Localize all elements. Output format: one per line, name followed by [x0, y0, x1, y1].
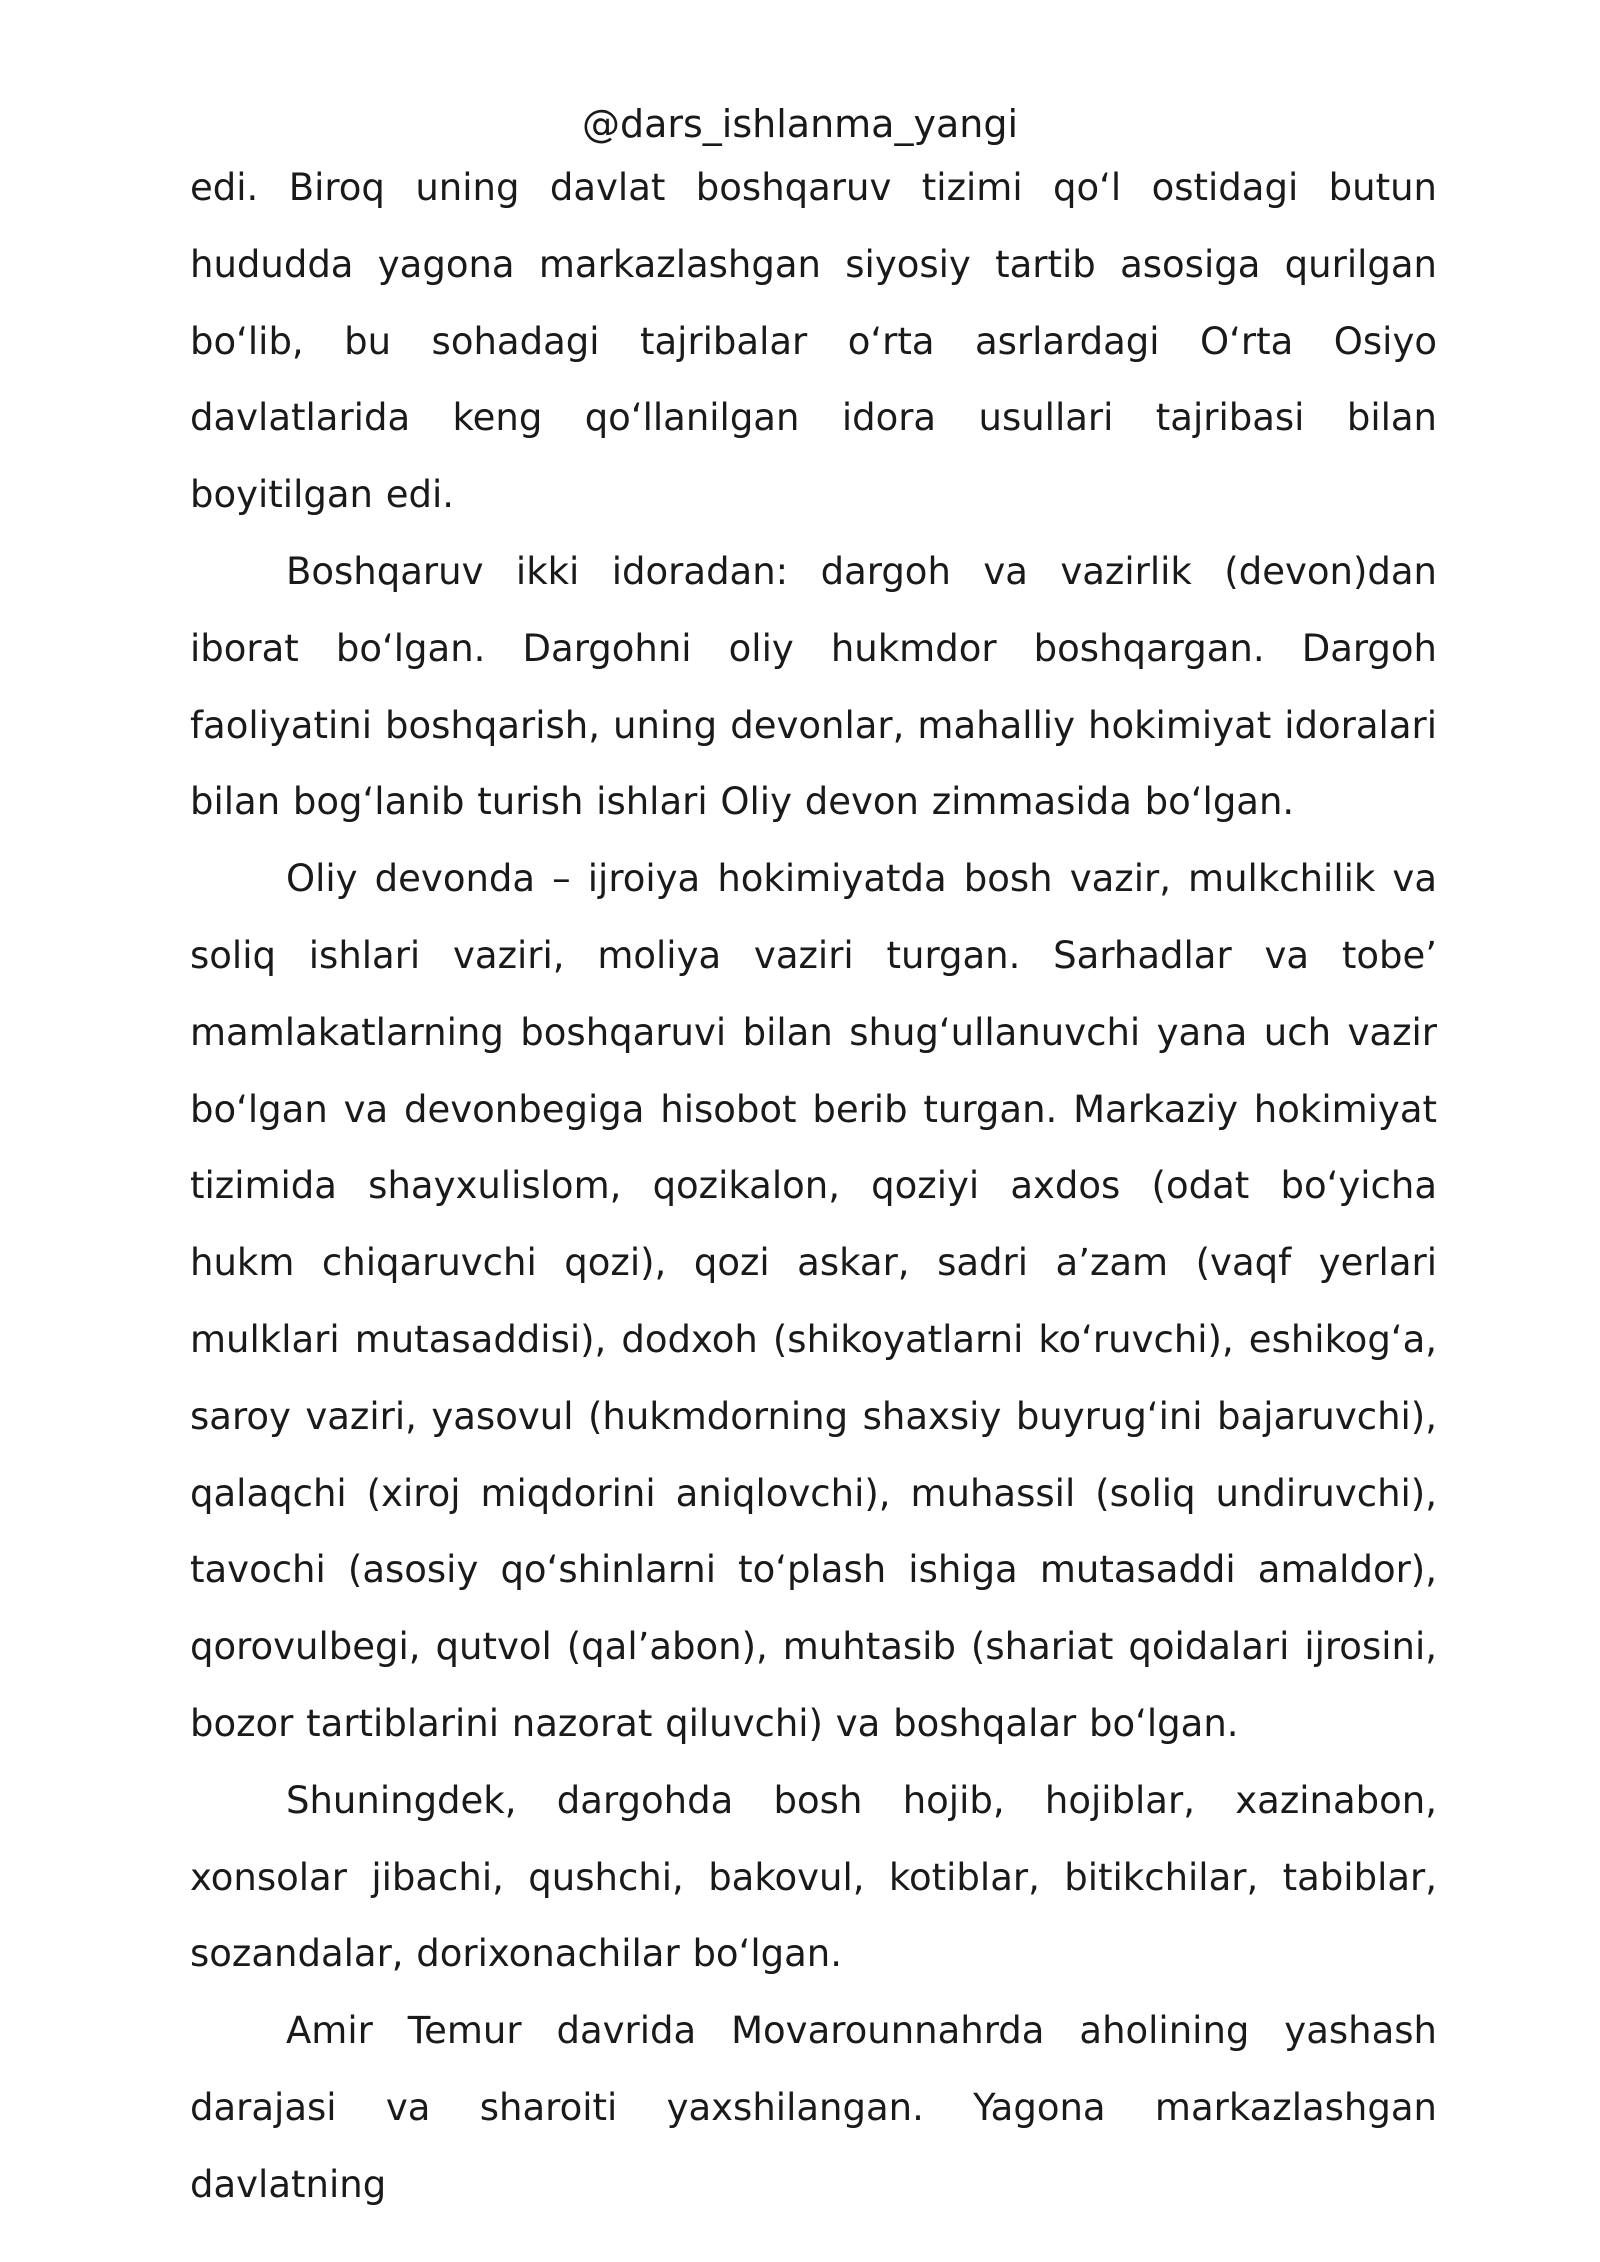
- paragraph-1: edi. Biroq uning davlat boshqaruv tizimi qo‘l ostidagi butun hududda yagona markazlashgan siyosiy tartib asosiga qurilgan bo‘lib, bu sohadagi tajribalar o‘rta asrlardagi O‘rta Osiyo davlatlarida keng qo‘llanilgan idora usullari tajribasi bilan boyitilgan edi.: [190, 166, 1437, 517]
- paragraph-4: Shuningdek, dargohda bosh hojib, hojiblar, xazinabon, xonsolar jibachi, qushchi, bakovul, kotiblar, bitikchilar, tabiblar, sozandalar, dorixonachilar bo‘lgan.: [190, 1778, 1437, 1976]
- paragraph-3: Oliy devonda – ijroiya hokimiyatda bosh vazir, mulkchilik va soliq ishlari vaziri, moliya vaziri turgan. Sarhadlar va tobe’ mamlakatlarning boshqaruvi bilan shug‘ullanuvchi yana uch vazir bo‘lgan va devonbegiga hisobot berib turgan. Markaziy hokimiyat tizimida shayxulislom, qozikalon, qoziyi axdos (odat bo‘yicha hukm chiqaruvchi qozi), qozi askar, sadri a’zam (vaqf yerlari mulklari mutasaddisi), dodxoh (shikoyatlarni ko‘ruvchi), eshikog‘a, saroy vaziri, yasovul (hukmdorning shaxsiy buyrug‘ini bajaruvchi), qalaqchi (xiroj miqdorini aniqlovchi), muhassil (soliq undiruvchi), tavochi (asosiy qo‘shinlarni to‘plash ishiga mutasaddi amaldor), qorovulbegi, qutvol (qal’abon), muhtasib (shariat qoidalari ijrosini, bozor tartiblarini nazorat qiluvchi) va boshqalar bo‘lgan.: [190, 857, 1437, 1745]
- document-body: [190, 150, 1437, 2224]
- paragraph-5: Amir Temur davrida Movarounnahrda aholining yashash darajasi va sharoiti yaxshilangan. Yagona markazlashgan davlatning: [190, 2009, 1437, 2206]
- paragraph-2: Boshqaruv ikki idoradan: dargoh va vazirlik (devon)dan iborat bo‘lgan. Dargohni oliy hukmdor boshqargan. Dargoh faoliyatini boshqarish, uning devonlar, mahalliy hokimiyat idoralari bilan bog‘lanib turish ishlari Oliy devon zimmasida bo‘lgan.: [190, 549, 1437, 824]
- page-header: @dars_ishlanma_yangi: [581, 102, 1019, 146]
